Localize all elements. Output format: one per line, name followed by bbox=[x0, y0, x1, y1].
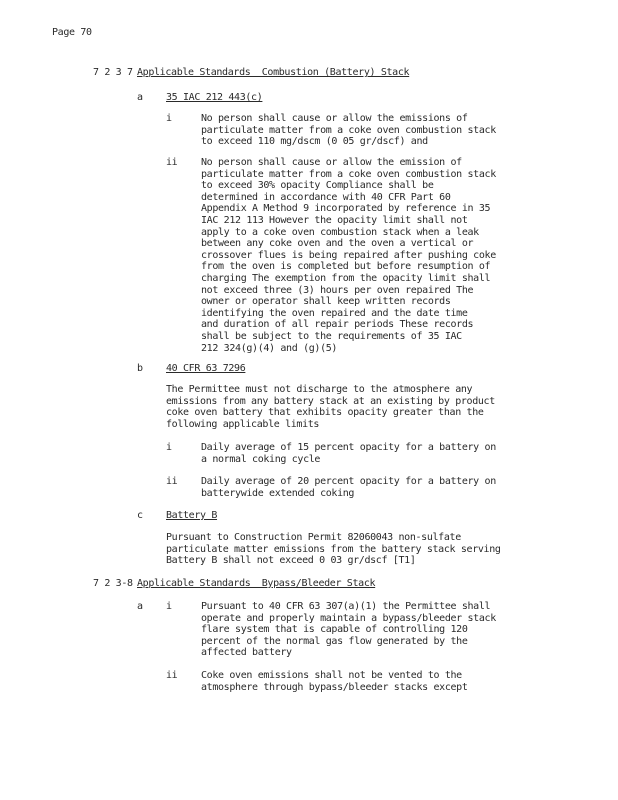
subitem-label-i: i bbox=[166, 442, 172, 453]
paragraph-text: Pursuant to 40 CFR 63 307(a)(1) the Permittee shall operate and properly maintain a bypass/bleeder stack flare system that is capable of controlling 120 percent of the normal gas flow generated by the affected battery bbox=[201, 601, 496, 659]
citation: 40 CFR 63 7296 bbox=[166, 363, 246, 374]
page-number: Page 70 bbox=[52, 27, 92, 38]
paragraph-text: No person shall cause or allow the emissions of particulate matter from a coke oven combustion stack to exceed 110 mg/dscm (0 05 gr/dscf) and bbox=[201, 113, 496, 148]
item-label-a: a bbox=[137, 601, 143, 612]
item-label-a: a bbox=[137, 92, 143, 103]
section-title: Applicable Standards Bypass/Bleeder Stack bbox=[137, 578, 376, 589]
paragraph-text: Coke oven emissions shall not be vented to the atmosphere through bypass/bleeder stacks except bbox=[201, 670, 468, 693]
item-label-b: b bbox=[137, 363, 143, 374]
paragraph-text: Pursuant to Construction Permit 82060043 non-sulfate particulate matter emissions from the battery stack serving Battery B shall not exceed 0 03 gr/dscf [T1] bbox=[166, 532, 501, 567]
subitem-label-ii: ii bbox=[166, 157, 178, 168]
subitem-label-i: i bbox=[166, 113, 172, 124]
section-number: 7 2 3-8 bbox=[93, 578, 133, 589]
section-title: Applicable Standards Combustion (Battery) Stack bbox=[137, 67, 410, 78]
citation: 35 IAC 212 443(c) bbox=[166, 92, 263, 103]
section-number: 7 2 3 7 bbox=[93, 67, 133, 78]
subitem-label-i: i bbox=[166, 601, 172, 612]
subitem-label-ii: ii bbox=[166, 476, 178, 487]
paragraph-text: Daily average of 15 percent opacity for a battery on a normal coking cycle bbox=[201, 442, 496, 465]
subitem-label-ii: ii bbox=[166, 670, 178, 681]
item-label-c: c bbox=[137, 510, 143, 521]
subsection-title: Battery B bbox=[166, 510, 218, 521]
paragraph-text: The Permittee must not discharge to the atmosphere any emissions from any battery stack at an existing by product coke oven battery that exhibits opacity greater than the following applicable limits bbox=[166, 384, 495, 430]
paragraph-text: No person shall cause or allow the emission of particulate matter from a coke oven combustion stack to exceed 30% opacity Compliance shall be determined in accordance with 40 CFR Part 60 Appendix A Method 9 incorporated by reference in 35 IAC 212 113 However the opacity limit shall not apply to a coke oven combustion stack when a leak between any coke oven and the oven a vertical or crossover flues is being repaired after pushing coke from the oven is completed but before resumption of charging The exemption from the opacity limit shall not exceed three (3) hours per oven repaired The owner or operator shall keep written records identifying the oven repaired and the date time and duration of all repair periods These records shall be subject to the requirements of 35 IAC 212 324(g)(4) and (g)(5) bbox=[201, 157, 496, 354]
paragraph-text: Daily average of 20 percent opacity for a battery on batterywide extended coking bbox=[201, 476, 496, 499]
